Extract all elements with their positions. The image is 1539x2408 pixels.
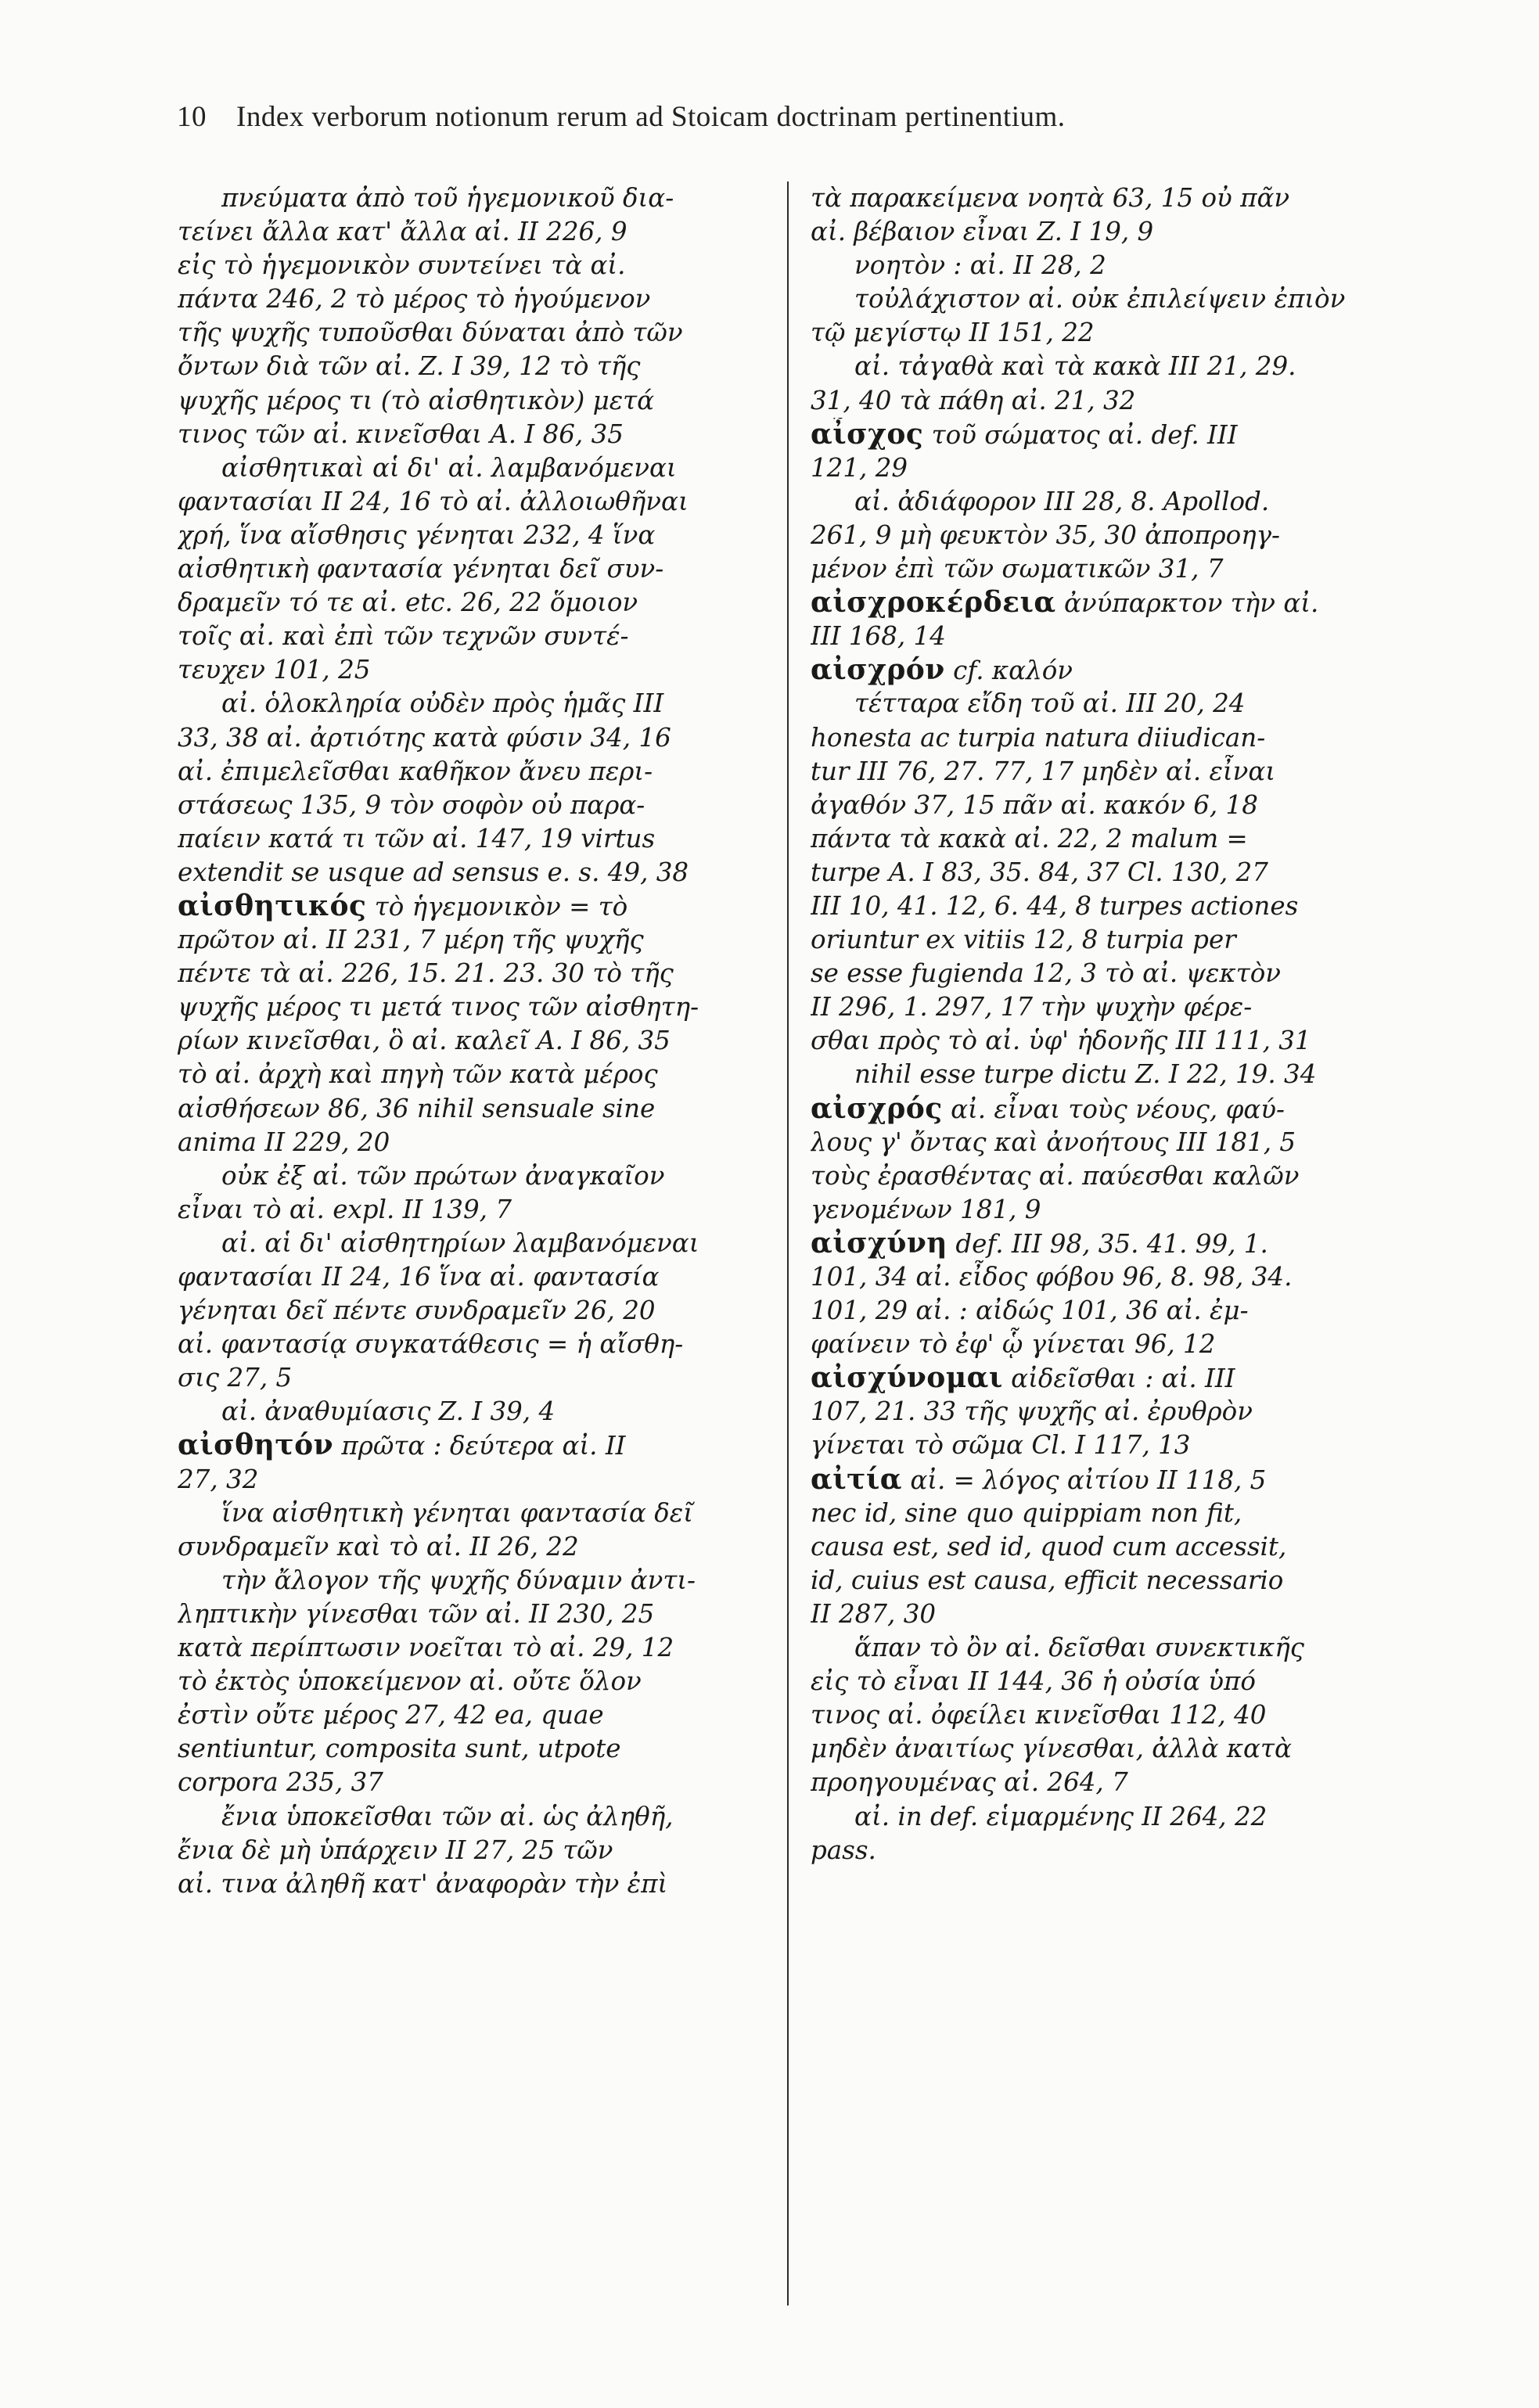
entry-text: τοῦ σώματος αἰ. def. III (931, 419, 1238, 450)
entry-text: χρή, ἵνα αἴσθησις γένηται 232, 4 ἵνα (178, 519, 656, 550)
entry-text: αἰ. in def. εἱμαρμένης II 264, 22 (854, 1801, 1268, 1831)
entry-text: corpora 235, 37 (178, 1767, 383, 1798)
entry-text: τῆς ψυχῆς τυποῦσθαι δύναται ἀπὸ τῶν (178, 318, 683, 348)
entry-text: αἰσθήσεων 86, 36 nihil sensuale sine (178, 1093, 656, 1123)
headword: αἰτία (811, 1462, 902, 1496)
index-line (178, 552, 778, 586)
entry-text: τοῖς αἰ. καὶ ἐπὶ τῶν τεχνῶν συντέ- (178, 621, 629, 652)
index-line (811, 890, 1411, 923)
entry-text: εἰς τὸ ἡγεμονικὸν συντείνει τὰ αἰ. (178, 250, 626, 281)
entry-text: sentiuntur, composita sunt, utpote (178, 1734, 621, 1764)
entry-text: τὴν ἄλογον τῆς ψυχῆς δύναμιν ἀντι- (221, 1565, 696, 1595)
index-line (811, 1530, 1411, 1564)
index-line (811, 1260, 1411, 1294)
entry-text: cf. καλόν (953, 656, 1073, 686)
index-line (178, 1328, 778, 1361)
entry-text: τὸ αἰ. ἀρχὴ καὶ πηγὴ τῶν κατὰ μέρος (178, 1059, 658, 1090)
column-divider (787, 181, 789, 2306)
index-line (811, 990, 1411, 1024)
entry-text: 121, 29 (811, 452, 908, 483)
entry-text: τὸ ἐκτὸς ὑποκείμενον αἰ. οὔτε ὅλον (178, 1666, 642, 1697)
entry-text: 101, 34 αἰ. εἶδος φόβου 96, 8. 98, 34. (811, 1262, 1293, 1292)
entry-text: πάντα τὰ κακὰ αἰ. 22, 2 malum = (811, 823, 1248, 854)
entry-text: αἰδεῖσθαι : αἰ. III (1011, 1364, 1235, 1394)
index-line (178, 586, 778, 620)
index-line (178, 789, 778, 822)
index-line (811, 1800, 1411, 1834)
index-line (811, 1497, 1411, 1530)
entry-text: 101, 29 αἰ. : αἰδώς 101, 36 αἰ. ἐμ- (811, 1296, 1249, 1326)
entry-text: ψυχῆς μέρος τι μετά τινος τῶν αἰσθητη- (178, 992, 699, 1023)
index-line (811, 721, 1411, 755)
index-line (811, 1766, 1411, 1799)
entry-text: παίειν κατά τι τῶν αἰ. 147, 19 virtus (178, 823, 656, 854)
entry-text: πρῶτον αἰ. II 231, 7 μέρη τῆς ψυχῆς (178, 925, 644, 955)
index-line (178, 350, 778, 383)
index-line (811, 316, 1411, 350)
left-column (178, 181, 778, 1901)
index-line (811, 552, 1411, 586)
entry-text: pass. (811, 1835, 876, 1865)
index-line (178, 856, 778, 890)
index-line (811, 1058, 1411, 1091)
entry-text: ἔνια δὲ μὴ ὑπάρχειν II 27, 25 τῶν (178, 1835, 613, 1865)
index-entry-headline (811, 1092, 1411, 1126)
entry-text: anima II 229, 20 (178, 1127, 390, 1157)
entry-text: ἵνα αἰσθητικὴ γένηται φαντασία δεῖ (221, 1497, 693, 1528)
entry-text: στάσεως 135, 9 τὸν σοφὸν οὐ παρα- (178, 789, 645, 820)
page-number: 10 (177, 101, 207, 133)
entry-text: 31, 40 τὰ πάθη αἰ. 21, 32 (811, 385, 1136, 415)
entry-text: αἰ. ἐπιμελεῖσθαι καθῆκον ἄνευ περι- (178, 756, 653, 786)
index-line (811, 620, 1411, 653)
entry-text: 107, 21. 33 τῆς ψυχῆς αἰ. ἐρυθρὸν (811, 1396, 1253, 1427)
entry-text: ψυχῆς μέρος τι (τὸ αἰσθητικὸν) μετά (178, 385, 655, 415)
entry-text: εἰς τὸ εἶναι II 144, 36 ἡ οὐσία ὑπό (811, 1666, 1256, 1697)
entry-text: τευχεν 101, 25 (178, 655, 371, 685)
entry-text: σις 27, 5 (178, 1363, 293, 1393)
index-line (178, 1092, 778, 1126)
index-line (178, 181, 778, 215)
headword: αἰσχρόν (811, 653, 945, 687)
headword: αἰσχύνη (811, 1226, 947, 1260)
index-line (178, 1463, 778, 1497)
entry-text: ἀνύπαρκτον τὴν αἰ. (1063, 588, 1319, 619)
entry-text: def. III 98, 35. 41. 99, 1. (955, 1228, 1268, 1259)
entry-text: τείνει ἄλλα κατ' ἄλλα αἰ. II 226, 9 (178, 217, 627, 247)
entry-text: ἀγαθόν 37, 15 πᾶν αἰ. κακόν 6, 18 (811, 789, 1258, 820)
entry-text: ἔνια ὑποκεῖσθαι τῶν αἰ. ὡς ἀληθῆ, (221, 1801, 674, 1831)
index-line (178, 1361, 778, 1395)
entry-text: 261, 9 μὴ φευκτὸν 35, 30 ἀποπροηγ- (811, 519, 1281, 550)
entry-text: honesta ac turpia natura diiudican- (811, 722, 1266, 753)
index-line (178, 721, 778, 755)
entry-text: II 287, 30 (811, 1598, 937, 1629)
entry-text: τῷ μεγίστῳ II 151, 22 (811, 318, 1095, 348)
entry-text: πέντε τὰ αἰ. 226, 15. 21. 23. 30 τὸ τῆς (178, 958, 674, 989)
entry-text: 33, 38 αἰ. ἀρτιότης κατὰ φύσιν 34, 16 (178, 722, 671, 753)
index-line (178, 1800, 778, 1834)
index-line (178, 1564, 778, 1598)
entry-text: μηδὲν ἀναιτίως γίνεσθαι, ἀλλὰ κατὰ (811, 1734, 1292, 1764)
index-line (811, 1429, 1411, 1462)
entry-text: ἐστὶν οὔτε μέρος 27, 42 ea, quae (178, 1700, 604, 1731)
headword: αἰσθητόν (178, 1429, 334, 1462)
index-line (178, 822, 778, 856)
index-line (178, 1126, 778, 1159)
index-line (178, 418, 778, 451)
index-line (811, 755, 1411, 789)
index-line (811, 181, 1411, 215)
index-line (178, 1834, 778, 1867)
entry-text: αἰ. τινα ἀληθῆ κατ' ἀναφορὰν τὴν ἐπὶ (178, 1868, 668, 1899)
entry-text: τοὐλάχιστον αἰ. οὐκ ἐπιλείψειν ἐπιὸν (854, 284, 1346, 314)
index-line (811, 1564, 1411, 1598)
entry-text: αἰ. τἀγαθὰ καὶ τὰ κακὰ III 21, 29. (854, 351, 1296, 382)
index-line (811, 1834, 1411, 1867)
entry-text: extendit se usque ad sensus e. s. 49, 38 (178, 857, 689, 887)
index-line (811, 1631, 1411, 1665)
index-line (811, 249, 1411, 282)
index-line (178, 755, 778, 789)
entry-text: συνδραμεῖν καὶ τὸ αἰ. II 26, 22 (178, 1531, 579, 1562)
page-header (177, 100, 1382, 138)
entry-text: δραμεῖν τό τε αἰ. etc. 26, 22 ὅμοιον (178, 588, 638, 618)
index-line (178, 1058, 778, 1091)
index-entry-headline (811, 653, 1411, 687)
entry-text: oriuntur ex vitiis 12, 8 turpia per (811, 925, 1236, 955)
index-line (811, 451, 1411, 485)
entry-text: αἰ. φαντασίᾳ συγκατάθεσις = ἡ αἴσθη- (178, 1329, 684, 1360)
entry-text: ληπτικὴν γίνεσθαι τῶν αἰ. II 230, 25 (178, 1598, 655, 1629)
entry-text: αἰ. ἀναθυμίασις Z. I 39, 4 (221, 1396, 556, 1427)
index-line (811, 1294, 1411, 1328)
entry-text: σθαι πρὸς τὸ αἰ. ὑφ' ἡδονῆς III 111, 31 (811, 1026, 1311, 1056)
entry-text: τέτταρα εἴδη τοῦ αἰ. III 20, 24 (854, 688, 1246, 719)
entry-text: φαντασίαι II 24, 16 τὸ αἰ. ἀλλοιωθῆναι (178, 486, 689, 516)
entry-text: τινος τῶν αἰ. κινεῖσθαι A. I 86, 35 (178, 419, 624, 449)
index-line (178, 1867, 778, 1901)
headword: αἰσθητικός (178, 889, 367, 922)
entry-text: ἅπαν τὸ ὂν αἰ. δεῖσθαι συνεκτικῆς (854, 1633, 1304, 1663)
index-line (178, 687, 778, 721)
index-line (178, 1227, 778, 1260)
index-line (178, 1732, 778, 1766)
entry-text: id, cuius est causa, efficit necessario (811, 1565, 1284, 1595)
entry-text: προηγουμένας αἰ. 264, 7 (811, 1767, 1128, 1798)
index-line (178, 1260, 778, 1294)
entry-text: ὄντων διὰ τῶν αἰ. Z. I 39, 12 τὸ τῆς (178, 351, 641, 382)
entry-text: 27, 32 (178, 1464, 259, 1494)
index-line (178, 1024, 778, 1058)
index-line (811, 519, 1411, 552)
index-line (811, 1598, 1411, 1631)
index-line (811, 485, 1411, 519)
index-line (178, 282, 778, 316)
entry-text: γίνεται τὸ σῶμα Cl. I 117, 13 (811, 1430, 1191, 1461)
entry-text: αἰ. ἀδιάφορον III 28, 8. Apollod. (854, 486, 1270, 516)
entry-text: αἰσθητικαὶ αἱ δι' αἰ. λαμβανόμεναι (221, 452, 677, 483)
index-line (178, 1598, 778, 1631)
entry-text: πνεύματα ἀπὸ τοῦ ἡγεμονικοῦ δια- (221, 183, 674, 213)
index-line (811, 1328, 1411, 1361)
index-line (811, 856, 1411, 890)
entry-text: αἰ. βέβαιον εἶναι Z. I 19, 9 (811, 217, 1154, 247)
index-line (178, 384, 778, 418)
entry-text: αἰ. ὁλοκληρία οὐδὲν πρὸς ἡμᾶς III (221, 688, 664, 719)
entry-text: ρίων κινεῖσθαι, ὃ αἰ. καλεῖ A. I 86, 35 (178, 1026, 671, 1056)
entry-text: τὸ ἡγεμονικὸν = τὸ (374, 891, 628, 922)
entry-text: φαίνειν τὸ ἐφ' ᾧ γίνεται 96, 12 (811, 1329, 1216, 1360)
headword: αἰσχρός (811, 1091, 943, 1125)
entry-text: λους γ' ὄντας καὶ ἀνοήτους III 181, 5 (811, 1127, 1296, 1157)
index-line (811, 1732, 1411, 1766)
entry-text: τινος αἰ. ὀφείλει κινεῖσθαι 112, 40 (811, 1700, 1267, 1731)
entry-text: αἰ. εἶναι τοὺς νέους, φαύ- (951, 1094, 1285, 1124)
index-line (178, 1766, 778, 1799)
index-line (811, 923, 1411, 957)
index-line (811, 1698, 1411, 1732)
entry-text: τοὺς ἐρασθέντας αἰ. παύεσθαι καλῶν (811, 1160, 1300, 1191)
headword: αἰσχροκέρδεια (811, 586, 1056, 620)
entry-text: nec id, sine quo quippiam non fit, (811, 1497, 1242, 1528)
index-entry-headline (811, 1463, 1411, 1497)
index-line (178, 1698, 778, 1732)
index-line (178, 1665, 778, 1698)
index-line (178, 1530, 778, 1564)
index-line (178, 1631, 778, 1665)
index-line (811, 1126, 1411, 1159)
entry-text: οὐκ ἐξ αἰ. τῶν πρώτων ἀναγκαῖον (221, 1160, 665, 1191)
index-line (811, 282, 1411, 316)
index-entry-headline (811, 1361, 1411, 1395)
index-line (178, 1193, 778, 1227)
entry-text: αἰ. αἱ δι' αἰσθητηρίων λαμβανόμεναι (221, 1227, 699, 1258)
index-line (178, 519, 778, 552)
index-entry-headline (811, 586, 1411, 620)
entry-text: πάντα 246, 2 τὸ μέρος τὸ ἡγούμενον (178, 284, 651, 314)
index-line (178, 1159, 778, 1193)
entry-text: turpe A. I 83, 35. 84, 37 Cl. 130, 27 (811, 857, 1268, 887)
entry-text: III 10, 41. 12, 6. 44, 8 turpes actiones (811, 890, 1299, 921)
index-entry-headline (178, 890, 778, 923)
index-line (178, 1294, 778, 1328)
index-line (811, 215, 1411, 249)
index-line (178, 957, 778, 990)
entry-text: πρῶτα : δεύτερα αἰ. II (341, 1431, 626, 1461)
entry-text: causa est, sed id, quod cum accessit, (811, 1531, 1287, 1562)
entry-text: tur III 76, 27. 77, 17 μηδὲν αἰ. εἶναι (811, 756, 1276, 786)
index-line (811, 822, 1411, 856)
index-line (178, 923, 778, 957)
index-line (178, 249, 778, 282)
running-title: Index verborum notionum rerum ad Stoicam doctrinam pertinentium. (236, 101, 1066, 133)
index-line (178, 485, 778, 519)
entry-text: αἰ. = λόγος αἰτίου II 118, 5 (910, 1465, 1267, 1495)
entry-text: nihil esse turpe dictu Z. I 22, 19. 34 (854, 1059, 1317, 1090)
index-entry-headline (811, 418, 1411, 451)
headword: αἰσχύνομαι (811, 1361, 1003, 1395)
entry-text: γενομένων 181, 9 (811, 1194, 1041, 1224)
index-line (811, 1024, 1411, 1058)
index-line (811, 957, 1411, 990)
index-line (811, 1395, 1411, 1429)
index-entry-headline (811, 1227, 1411, 1260)
entry-text: se esse fugienda 12, 3 τὸ αἰ. ψεκτὸν (811, 958, 1282, 989)
index-line (178, 215, 778, 249)
entry-text: II 296, 1. 297, 17 τὴν ψυχὴν φέρε- (811, 992, 1253, 1023)
index-line (811, 687, 1411, 721)
index-line (811, 789, 1411, 822)
entry-text: γένηται δεῖ πέντε συνδραμεῖν 26, 20 (178, 1296, 656, 1326)
entry-text: εἶναι τὸ αἰ. expl. II 139, 7 (178, 1194, 512, 1224)
index-line (811, 384, 1411, 418)
entry-text: φαντασίαι II 24, 16 ἵνα αἰ. φαντασία (178, 1262, 660, 1292)
entry-text: κατὰ περίπτωσιν νοεῖται τὸ αἰ. 29, 12 (178, 1633, 674, 1663)
headword: αἶσχος (811, 417, 924, 451)
entry-text: νοητὸν : αἰ. II 28, 2 (854, 250, 1106, 281)
entry-text: μένον ἐπὶ τῶν σωματικῶν 31, 7 (811, 554, 1224, 584)
index-line (811, 350, 1411, 383)
entry-text: III 168, 14 (811, 621, 946, 652)
index-entry-headline (178, 1429, 778, 1462)
entry-text: τὰ παρακείμενα νοητὰ 63, 15 οὐ πᾶν (811, 183, 1290, 213)
index-line (178, 653, 778, 687)
index-line (178, 451, 778, 485)
index-line (811, 1159, 1411, 1193)
index-line (178, 316, 778, 350)
right-column (811, 181, 1411, 1867)
index-line (178, 990, 778, 1024)
index-line (811, 1193, 1411, 1227)
index-line (178, 1497, 778, 1530)
index-line (178, 1395, 778, 1429)
index-line (178, 620, 778, 653)
index-line (811, 1665, 1411, 1698)
entry-text: αἰσθητικὴ φαντασία γένηται δεῖ συν- (178, 554, 664, 584)
